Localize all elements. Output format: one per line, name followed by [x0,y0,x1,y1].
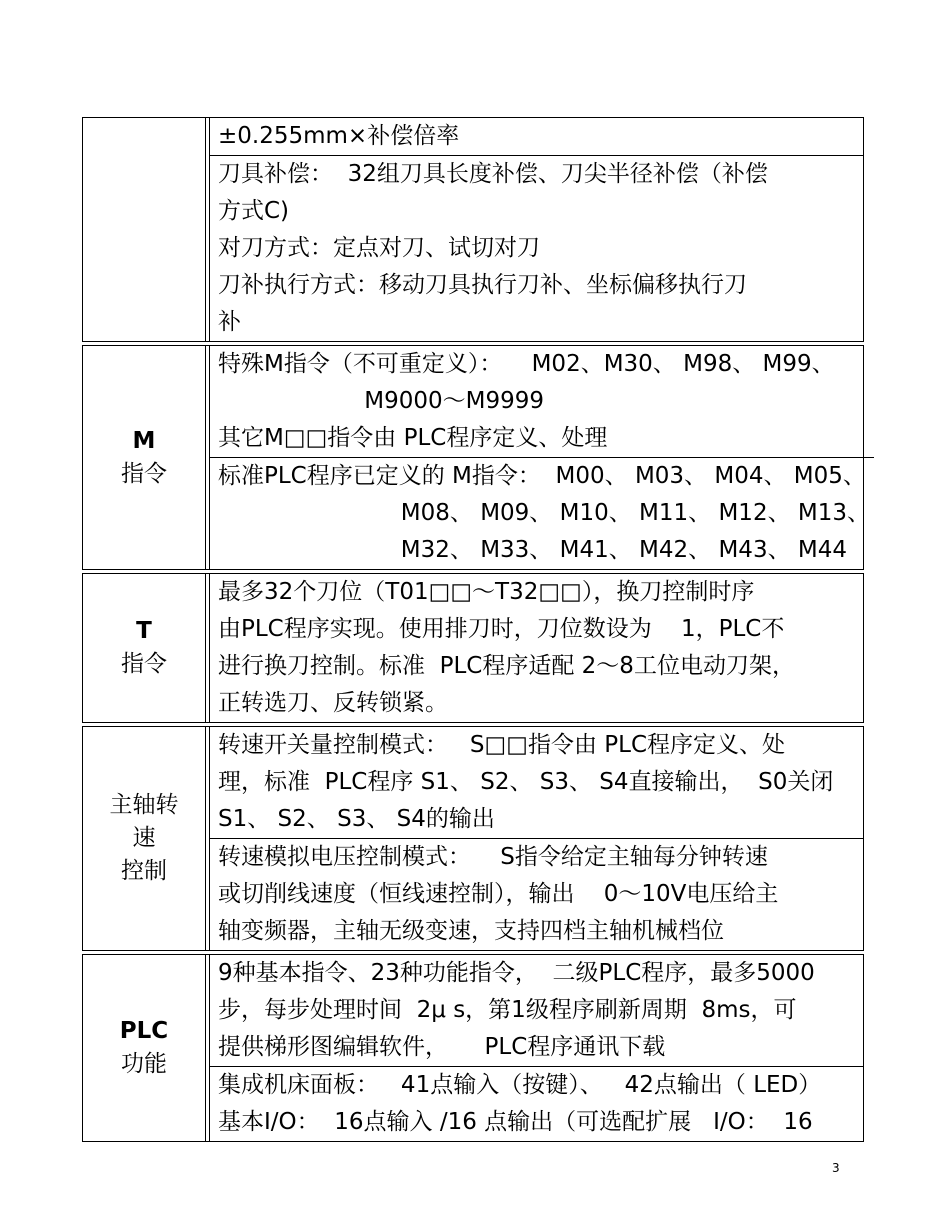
cell-line: 正转选刀、反转锁紧。 [218,690,448,716]
cell-line: 集成机床面板： 41点输入（按键）、 42点输出（ LED） [218,1072,822,1098]
row-content [209,574,863,722]
cell-line: 轴变频器，主轴无级变速，支持四档主轴机械档位 [218,918,724,944]
cell-line: 特殊M指令（不可重定义）： M02、M30、 M98、 M99、 [218,351,835,377]
row-label-text: 主轴转 [109,792,179,818]
table-cell [210,838,863,950]
row-label-code: PLC [119,1018,169,1044]
cell-line: 提供梯形图编辑软件， PLC程序通讯下载 [218,1034,666,1060]
page-number: 3 [832,1161,840,1175]
cell-line: 刀具补偿： 32组刀具长度补偿、刀尖半径补偿（补偿 [218,161,768,187]
table-row [82,345,870,570]
cell-line: ±0.255mm×补偿倍率 [218,123,460,149]
table-row [82,726,864,951]
cell-line: 最多32个刀位（T01□□～T32□□），换刀控制时序 [218,579,755,605]
cell-line: M9000～M9999 [218,388,544,414]
row-content [209,727,863,950]
cell-line: 步，每步处理时间 2μ s，第1级程序刷新周期 8ms，可 [218,997,797,1023]
row-content [209,955,863,1141]
cell-line: M32、 M33、 M41、 M42、 M43、 M44 [218,537,847,563]
cell-line: 9种基本指令、23种功能指令， 二级PLC程序，最多5000 [218,960,815,986]
table-cell [210,574,863,722]
row-label-text: 控制 [121,858,167,884]
cell-line: 转速模拟电压控制模式： S指令给定主轴每分钟转速 [218,844,768,870]
row-label [83,118,206,341]
table-cell [210,727,863,838]
cell-line: 方式C) [218,198,290,224]
table-row [82,117,864,342]
cell-line: 理，标准 PLC程序 S1、 S2、 S3、 S4直接输出， S0关闭 [218,769,834,795]
row-label-text: 指令 [121,460,167,487]
table-row [82,954,864,1142]
cell-line: 其它M□□指令由 PLC程序定义、处理 [218,425,608,451]
row-content [209,346,874,569]
row-label [83,346,206,569]
cell-line: 转速开关量控制模式： S□□指令由 PLC程序定义、处 [218,732,786,758]
table-cell [210,118,863,155]
row-label [83,955,206,1141]
cell-line: 进行换刀控制。标准 PLC程序适配 2～8工位电动刀架， [218,653,795,679]
cell-line: 标准PLC程序已定义的 M指令： M00、 M03、 M04、 M05、 [218,463,866,489]
row-label [83,727,206,950]
row-label-text: 速 [132,825,156,851]
cell-line: 由PLC程序实现。使用排刀时，刀位数设为 1，PLC不 [218,616,785,642]
spec-table [82,117,870,1142]
table-cell [210,955,863,1066]
table-cell [210,346,874,457]
cell-line: 基本I/O： 16点输入 /16 点输出（可选配扩展 I/O： 16 [218,1109,813,1135]
cell-line: M08、 M09、 M10、 M11、 M12、 M13、 [218,500,870,526]
row-label [83,574,206,722]
row-content [209,118,863,341]
row-label-text: 功能 [121,1051,167,1077]
row-label-code: T [136,618,152,644]
cell-line: 对刀方式：定点对刀、试切对刀 [218,235,540,261]
cell-line: 补 [218,309,241,335]
row-label-code: M [132,427,156,454]
table-row [82,573,864,723]
table-cell [210,1066,863,1141]
row-label-text: 指令 [121,651,167,677]
table-cell [210,155,863,341]
cell-line: 刀补执行方式：移动刀具执行刀补、坐标偏移执行刀 [218,272,747,298]
table-cell [210,457,874,569]
cell-line: 或切削线速度（恒线速控制），输出 0～10V电压给主 [218,881,779,907]
cell-line: S1、 S2、 S3、 S4的输出 [218,806,495,832]
